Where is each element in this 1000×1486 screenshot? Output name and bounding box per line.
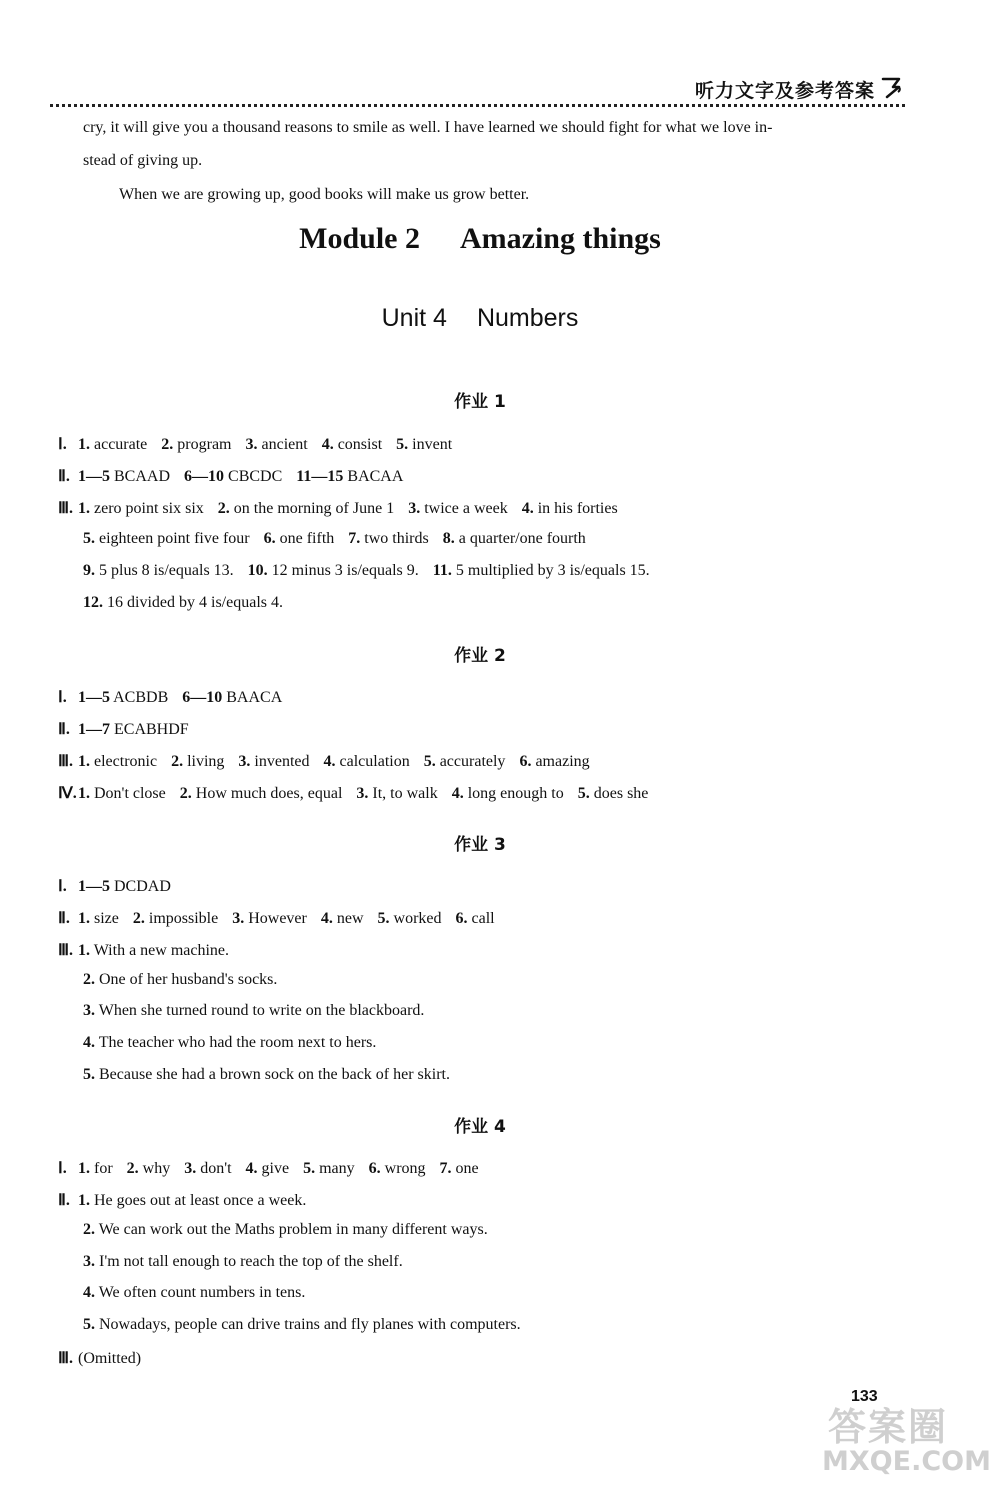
answer-item xyxy=(440,1160,479,1177)
answer-number: 1. xyxy=(78,1160,90,1177)
answer-number: 5. xyxy=(83,530,95,547)
hw4-section-2-item-3 xyxy=(83,1253,417,1271)
answer-number: 1. xyxy=(78,500,90,517)
answer-number: 6—10 xyxy=(182,689,223,706)
answer-text: eighteen point five four xyxy=(95,530,250,547)
answer-text: invented xyxy=(250,753,310,770)
answer-number: 4. xyxy=(320,910,333,927)
answer-number: 2. xyxy=(217,500,230,517)
answer-text: BACAA xyxy=(343,468,404,485)
answer-text: CBCDC xyxy=(224,468,283,485)
answer-number: 6. xyxy=(263,530,276,547)
header-dotted-rule xyxy=(50,104,905,107)
unit-name: Numbers xyxy=(476,304,579,332)
answer-number: 4. xyxy=(83,1284,95,1301)
hw4-section-2-item-5 xyxy=(83,1316,535,1334)
answer-text: one xyxy=(451,1160,479,1177)
answer-item xyxy=(519,753,589,770)
answer-number: 1. xyxy=(78,1192,90,1209)
answer-item xyxy=(83,1221,488,1238)
answer-number: 1. xyxy=(78,436,90,453)
answer-text: in his forties xyxy=(533,500,618,517)
answer-item xyxy=(78,942,229,959)
roman-numeral: Ⅱ. xyxy=(58,721,70,738)
answer-text: does she xyxy=(589,785,649,802)
answer-text: Nowadays, people can drive trains and fly planes with computers. xyxy=(95,1316,521,1333)
answer-number: 4. xyxy=(245,1160,258,1177)
answer-text: two thirds xyxy=(360,530,429,547)
answer-text: When she turned round to write on the blackboard. xyxy=(95,1002,425,1019)
answer-item xyxy=(78,1160,113,1177)
answer-text: BAACA xyxy=(222,689,283,706)
answer-text: I'm not tall enough to reach the top of the shelf. xyxy=(95,1253,403,1270)
answer-item xyxy=(396,436,452,453)
hw3-section-3-item-2 xyxy=(83,971,291,989)
answer-number: 7. xyxy=(439,1160,452,1177)
answer-number: 4. xyxy=(321,436,334,453)
answer-item xyxy=(83,1284,305,1301)
answer-text: BCAAD xyxy=(110,468,171,485)
hw2-section-2 xyxy=(58,719,203,739)
hw3-section-3-item-4 xyxy=(83,1034,390,1052)
roman-numeral: Ⅱ. xyxy=(58,468,70,485)
answer-text: one fifth xyxy=(275,530,335,547)
answer-item xyxy=(78,436,147,453)
answer-item xyxy=(78,721,189,738)
answer-text: With a new machine. xyxy=(90,942,230,959)
answer-number: 8. xyxy=(442,530,455,547)
answer-item xyxy=(83,1316,521,1333)
answer-item xyxy=(408,500,508,517)
answer-item xyxy=(78,500,204,517)
answer-text: However xyxy=(244,910,307,927)
answer-text: calculation xyxy=(335,753,410,770)
answer-text: Because she had a brown sock on the back of her skirt. xyxy=(95,1066,450,1083)
homework-2-title: 作业 2 xyxy=(454,646,506,666)
answer-item xyxy=(238,753,309,770)
watermark-cn: 答案圈 xyxy=(828,1405,949,1449)
answer-text: size xyxy=(90,910,119,927)
answer-number: 5. xyxy=(83,1066,95,1083)
hw4-section-2-item-1 xyxy=(58,1190,320,1210)
answer-item xyxy=(433,562,650,579)
answer-number: 3. xyxy=(83,1253,95,1270)
answer-item xyxy=(443,530,586,547)
answer-number: 1—5 xyxy=(78,468,110,485)
answer-item xyxy=(184,1160,231,1177)
answer-number: 1—7 xyxy=(78,721,110,738)
intro-line-3: When we are growing up, good books will make us grow better. xyxy=(119,186,530,203)
roman-numeral: Ⅰ. xyxy=(58,878,67,895)
module-title xyxy=(0,222,960,256)
omitted-note: (Omitted) xyxy=(78,1350,142,1367)
answer-text: invent xyxy=(408,436,453,453)
answer-number: 4. xyxy=(451,785,464,802)
answer-item xyxy=(356,785,437,802)
answer-number: 4. xyxy=(83,1034,95,1051)
answer-text: new xyxy=(332,910,364,927)
answer-text: ECABHDF xyxy=(110,721,189,738)
answer-text: We can work out the Maths problem in many different ways. xyxy=(95,1221,488,1238)
hw3-section-3-item-1 xyxy=(58,940,243,960)
answer-item xyxy=(245,436,307,453)
answer-text: program xyxy=(173,436,232,453)
answer-text: impossible xyxy=(144,910,219,927)
answer-item xyxy=(171,753,224,770)
answer-text: call xyxy=(467,910,495,927)
watermark-en: MXQE.COM xyxy=(822,1446,991,1477)
answer-item xyxy=(264,530,335,547)
answer-text: on the morning of June 1 xyxy=(229,500,395,517)
hw1-section-3-line-4 xyxy=(83,594,297,612)
answer-text: wrong xyxy=(380,1160,426,1177)
answer-item xyxy=(246,1160,290,1177)
hw1-section-3-line-3 xyxy=(83,562,664,580)
roman-numeral: Ⅲ. xyxy=(58,942,74,959)
answer-item xyxy=(248,562,419,579)
roman-numeral: Ⅲ. xyxy=(58,753,74,770)
answer-item xyxy=(303,1160,355,1177)
answer-item xyxy=(182,689,282,706)
answer-item xyxy=(180,785,343,802)
answer-number: 5. xyxy=(377,910,390,927)
unit-title xyxy=(0,304,960,333)
hw1-section-3-line-2 xyxy=(83,530,600,548)
answer-item xyxy=(83,1253,403,1270)
answer-number: 1. xyxy=(78,910,90,927)
answer-item xyxy=(78,878,171,895)
answer-number: 3. xyxy=(232,910,245,927)
answer-number: 2. xyxy=(179,785,192,802)
answer-text: accurate xyxy=(90,436,148,453)
answer-number: 4. xyxy=(323,753,336,770)
answer-number: 12. xyxy=(83,594,103,611)
answer-number: 2. xyxy=(83,1221,95,1238)
hw1-section-1 xyxy=(58,434,466,454)
answer-number: 5. xyxy=(83,1316,95,1333)
answer-number: 3. xyxy=(245,436,258,453)
answer-number: 11—15 xyxy=(296,468,344,485)
answer-number: 5. xyxy=(396,436,409,453)
answer-item xyxy=(83,1002,424,1019)
answer-text: a quarter/one fourth xyxy=(454,530,586,547)
answer-number: 5. xyxy=(303,1160,316,1177)
answer-number: 2. xyxy=(171,753,184,770)
answer-item xyxy=(324,753,410,770)
answer-number: 1. xyxy=(78,942,90,959)
answer-item xyxy=(83,1066,450,1083)
answer-text: worked xyxy=(389,910,442,927)
answer-item xyxy=(78,689,168,706)
page-number: 133 xyxy=(851,1388,878,1405)
answer-item xyxy=(78,468,170,485)
homework-3-title: 作业 3 xyxy=(454,835,506,855)
hw4-section-3 xyxy=(58,1348,141,1368)
roman-numeral: Ⅱ. xyxy=(58,1192,70,1209)
roman-numeral: Ⅰ. xyxy=(58,1160,67,1177)
answer-text: 12 minus 3 is/equals 9. xyxy=(267,562,419,579)
hw3-section-3-item-5 xyxy=(83,1066,464,1084)
answer-item xyxy=(378,910,442,927)
answer-text: consist xyxy=(333,436,383,453)
answer-item xyxy=(232,910,307,927)
hw2-section-1 xyxy=(58,687,296,707)
answer-text: living xyxy=(183,753,225,770)
hw4-section-2-item-2 xyxy=(83,1221,502,1239)
answer-text: ancient xyxy=(257,436,308,453)
answer-item xyxy=(78,785,166,802)
watermark-logo xyxy=(820,1396,995,1480)
answer-item xyxy=(369,1160,426,1177)
answer-number: 3. xyxy=(356,785,369,802)
answer-number: 5. xyxy=(423,753,436,770)
answer-text: ACBDB xyxy=(110,689,169,706)
answer-text: electronic xyxy=(90,753,158,770)
homework-1-title: 作业 1 xyxy=(454,392,506,412)
answer-item xyxy=(322,436,382,453)
answer-text: We often count numbers in tens. xyxy=(95,1284,306,1301)
answer-item xyxy=(78,910,119,927)
answer-text: twice a week xyxy=(420,500,508,517)
answer-item xyxy=(127,1160,171,1177)
answer-item xyxy=(83,594,283,611)
hw2-section-4 xyxy=(58,783,662,803)
answer-item xyxy=(522,500,618,517)
roman-numeral: Ⅲ. xyxy=(58,500,74,517)
answer-text: give xyxy=(257,1160,290,1177)
page-header xyxy=(50,72,905,106)
answer-item xyxy=(218,500,394,517)
answer-text: amazing xyxy=(531,753,590,770)
answer-item xyxy=(296,468,403,485)
answer-number: 2. xyxy=(126,1160,139,1177)
module-number: Module 2 xyxy=(299,222,420,255)
answer-item xyxy=(83,562,234,579)
answer-text: DCDAD xyxy=(110,878,171,895)
answer-text: zero point six six xyxy=(90,500,204,517)
answer-item xyxy=(83,1034,376,1051)
answer-number: 1—5 xyxy=(78,878,110,895)
roman-numeral: Ⅱ. xyxy=(58,910,70,927)
answer-text: He goes out at least once a week. xyxy=(90,1192,307,1209)
answer-item xyxy=(78,753,157,770)
answer-text: The teacher who had the room next to hers. xyxy=(95,1034,377,1051)
answer-item xyxy=(456,910,495,927)
answer-text: How much does, equal xyxy=(191,785,343,802)
answer-number: 6. xyxy=(455,910,468,927)
answer-number: 2. xyxy=(132,910,145,927)
answer-text: accurately xyxy=(435,753,506,770)
answer-number: 3. xyxy=(184,1160,197,1177)
hw1-section-3 xyxy=(58,498,632,518)
answer-item xyxy=(452,785,564,802)
answer-number: 7. xyxy=(348,530,361,547)
answer-text: One of her husband's socks. xyxy=(95,971,278,988)
intro-line-2: stead of giving up. xyxy=(83,152,203,169)
answer-number: 2. xyxy=(83,971,95,988)
answer-number: 1—5 xyxy=(78,689,110,706)
answer-item xyxy=(161,436,231,453)
module-name: Amazing things xyxy=(459,222,661,255)
answer-text: many xyxy=(315,1160,355,1177)
hw3-section-3-item-3 xyxy=(83,1002,438,1020)
answer-text: It, to walk xyxy=(368,785,438,802)
answer-number: 4. xyxy=(521,500,534,517)
answer-text: for xyxy=(90,1160,113,1177)
answer-number: 1. xyxy=(78,753,90,770)
answer-number: 5. xyxy=(577,785,590,802)
answer-number: 3. xyxy=(83,1002,95,1019)
answer-item xyxy=(83,530,250,547)
intro-line-1: cry, it will give you a thousand reasons to smile as well. I have learned we should fight for what we love in- xyxy=(83,119,773,136)
hw4-section-1 xyxy=(58,1158,493,1178)
answer-text: 16 divided by 4 is/equals 4. xyxy=(103,594,283,611)
answer-number: 2. xyxy=(161,436,174,453)
answer-text: long enough to xyxy=(463,785,564,802)
roman-numeral: Ⅰ. xyxy=(58,436,67,453)
answer-number: 6. xyxy=(368,1160,381,1177)
hw3-section-1 xyxy=(58,876,185,896)
unit-number: Unit 4 xyxy=(381,304,447,332)
answer-text: 5 multiplied by 3 is/equals 15. xyxy=(451,562,650,579)
answer-item xyxy=(348,530,428,547)
answer-text: why xyxy=(138,1160,171,1177)
hw2-section-3 xyxy=(58,751,604,771)
pen-icon xyxy=(879,74,905,100)
answer-item xyxy=(78,1192,306,1209)
homework-4-title: 作业 4 xyxy=(454,1117,506,1137)
roman-numeral: Ⅳ. xyxy=(58,785,77,802)
answer-text: Don't close xyxy=(90,785,166,802)
answer-number: 9. xyxy=(83,562,95,579)
answer-item xyxy=(184,468,282,485)
answer-item xyxy=(83,971,277,988)
answer-number: 6—10 xyxy=(184,468,225,485)
answer-number: 3. xyxy=(238,753,251,770)
answer-item xyxy=(578,785,649,802)
roman-numeral: Ⅰ. xyxy=(58,689,67,706)
answer-item xyxy=(133,910,218,927)
answer-number: 1. xyxy=(78,785,90,802)
answer-number: 3. xyxy=(408,500,421,517)
roman-numeral: Ⅲ. xyxy=(58,1350,74,1367)
answer-item xyxy=(321,910,364,927)
answer-number: 6. xyxy=(519,753,532,770)
answer-text: 5 plus 8 is/equals 13. xyxy=(95,562,234,579)
answer-number: 11. xyxy=(432,562,452,579)
answer-number: 10. xyxy=(247,562,268,579)
answer-item xyxy=(424,753,506,770)
hw1-section-2 xyxy=(58,466,417,486)
hw4-section-2-item-4 xyxy=(83,1284,319,1302)
hw3-section-2 xyxy=(58,908,509,928)
header-title: 听力文字及参考答案 xyxy=(694,80,875,102)
answer-text: don't xyxy=(196,1160,232,1177)
